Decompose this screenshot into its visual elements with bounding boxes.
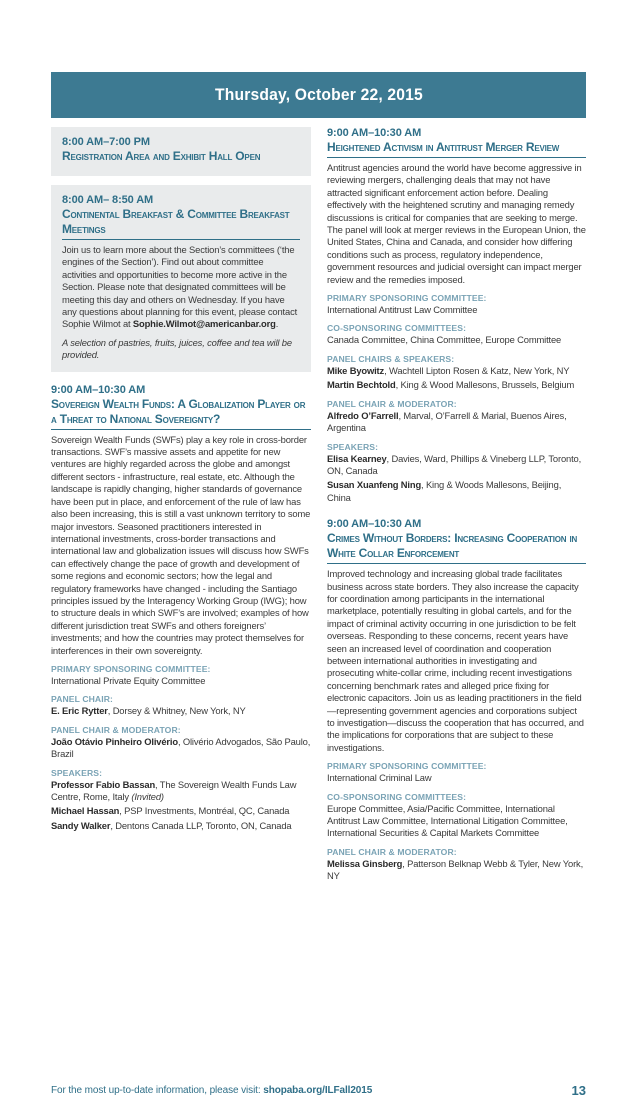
person-name: Elisa Kearney [327,452,387,464]
chair-speaker [327,365,586,377]
session-time: 8:00 AM–7:00 PM [62,136,150,148]
co-committees-label: CO-SPONSORING COMMITTEES: [327,791,467,802]
speaker [327,453,586,478]
footer-text: For the most up-to-date information, please visit: [51,1085,264,1096]
page-title: Thursday, October 22, 2015 [214,85,423,104]
chair-moderator-label: PANEL CHAIR & MODERATOR: [51,724,181,735]
chairs-speakers-label: PANEL CHAIRS & SPEAKERS: [327,353,455,364]
person-affiliation: , Wachtell Lipton Rosen & Katz, New York, NY [384,364,570,376]
panel-chair [51,705,311,717]
right-column [327,127,586,883]
session-merger [327,127,586,504]
person-affiliation: , Dorsey & Whitney, New York, NY [107,705,246,717]
person-name: Professor Fabio Bassan [51,778,156,790]
page-footer [51,1083,586,1098]
speaker [51,805,311,817]
chair-moderator-label: PANEL CHAIR & MODERATOR: [327,398,457,409]
session-crimes [327,518,586,883]
co-committees: Canada Committee, China Committee, Europe Committee [327,334,562,346]
session-title: Continental Breakfast & Committee Breakfast Meetings [62,207,300,240]
person-affiliation: , Marval, O’Farrell & Marial, Buenos Aires, Argentina [327,409,567,434]
primary-committee-label: PRIMARY SPONSORING COMMITTEE: [327,293,487,304]
session-time: 9:00 AM–10:30 AM [327,127,422,139]
session-title: Heightened Activism in Antitrust Merger Review [327,140,586,158]
session-description: Improved technology and increasing global trade facilitates business across state borders. They also increase the capacity for coordination among participants in the international marketplace, potentially resulting in global cartels, and for the impact of criminal activity occurring in one jurisdiction to be felt overseas. Responding to these concerns, recent years have seen an increased level of coordination and cooperation between international authorities in investigating and prosecuting white-collar crime, including recent investigations concerning benchmark rates and alleged price fixing for electronic capacitors. Join us as leading practitioners in the field—representing government agencies and corporations subject to investigation—discuss the cooperation that has occurred, and the implications for corporations that are subject to these investigations. [327,568,584,753]
page-number: 13 [571,1083,586,1098]
speaker [327,479,586,504]
chair-moderator [327,410,586,435]
person-name: João Otávio Pinheiro Olivério [51,735,178,747]
session-note: A selection of pastries, fruits, juices, coffee and tea will be provided. [62,336,292,361]
primary-committee: International Antitrust Law Committee [327,304,478,316]
registration-box [51,127,311,176]
panel-chair-label: PANEL CHAIR: [51,694,113,705]
session-swf [51,384,311,833]
chair-moderator [51,736,311,761]
session-description [62,244,300,331]
session-title: Crimes Without Borders: Increasing Cooperation in White Collar Enforcement [327,531,586,564]
person-name: Melissa Ginsberg [327,857,403,869]
co-committees: Europe Committee, Asia/Pacific Committee, International Antitrust Law Committee, International Litigation Committee, International Securities & Capital Markets Committee [327,802,568,839]
person-affiliation: , King & Woods Mallesons, Beijing, China [327,479,562,503]
description-text: Join us to learn more about the Section’s committees (‘the engines of the Section’). Find out about committee activities and opportunities to become more active in the Section. Please note that designated committees will be meeting this day and others on Wednesday. If you have any questions about planning for this event, please contact Sophie Wilmot at [62,244,298,330]
date-banner [51,72,586,118]
person-affiliation: , Davies, Ward, Phillips & Vineberg LLP, Toronto, ON, Canada [327,452,582,476]
footer-link[interactable]: shopaba.org/ILFall2015 [263,1085,373,1096]
person-affiliation: , King & Wood Mallesons, Brussels, Belgium [395,379,575,391]
primary-committee-label: PRIMARY SPONSORING COMMITTEE: [327,761,487,772]
person-name: E. Eric Rytter [51,705,108,717]
invited-note: (Invited) [131,791,164,802]
chair-moderator [327,858,586,883]
person-name: Sandy Walker [51,819,111,831]
session-time: 8:00 AM– 8:50 AM [62,194,154,206]
speaker [51,820,311,832]
speaker [51,779,311,804]
session-time: 9:00 AM–10:30 AM [327,518,422,531]
speakers-label: SPEAKERS: [51,767,103,778]
description-end: . [275,318,279,330]
person-name: Michael Hassan [51,805,120,817]
primary-committee: International Private Equity Committee [51,674,206,686]
left-column [51,127,311,832]
person-affiliation: , Dentons Canada LLP, Toronto, ON, Canada [110,819,292,831]
session-time: 9:00 AM–10:30 AM [51,383,146,396]
person-name: Alfredo O’Farrell [327,409,399,421]
primary-committee-label: PRIMARY SPONSORING COMMITTEE: [51,663,211,674]
footer-note [51,1085,372,1096]
chair-moderator-label: PANEL CHAIR & MODERATOR: [327,846,457,857]
person-name: Martin Bechtold [327,379,396,391]
person-name: Susan Xuanfeng Ning [327,479,422,491]
person-name: Mike Byowitz [327,364,385,376]
chair-speaker [327,379,586,391]
session-title: Registration Area and Exhibit Hall Open [62,149,261,163]
co-committees-label: CO-SPONSORING COMMITTEES: [327,323,467,334]
person-affiliation: , Patterson Belknap Webb & Tyler, New York, NY [327,857,584,882]
person-affiliation: , The Sovereign Wealth Funds Law Centre, Rome, Italy [51,778,297,802]
primary-committee: International Criminal Law [327,772,432,784]
contact-email[interactable]: Sophie.Wilmot@americanbar.org [132,318,276,330]
session-description: Antitrust agencies around the world have become aggressive in reviewing mergers, challenging deals that may not have attracted significant enforcement action before. Dealing effectively with the heightened scrutiny and managing remedy discussions is critical for companies that are seeking to merge. The panel will look at merger reviews in the European Union, the United States, China and Canada, and consider how differing conditions such as process, regulatory independence, government resources and judicial oversight can impact merger review and the remedies imposed. [327,162,586,285]
session-title: Sovereign Wealth Funds: A Globalization Player or a Threat to National Sovereignty? [51,397,311,430]
breakfast-box [51,185,311,372]
person-affiliation: , Olivério Advogados, São Paulo, Brazil [51,735,311,760]
person-affiliation: , PSP Investments, Montréal, QC, Canada [119,805,290,817]
session-description: Sovereign Wealth Funds (SWFs) play a key role in cross-border transactions. SWF’s massive assets and appetite for new ventures are highly regarded across the globe and amongst different sectors - infrastructure, real estate, etc. Although the landscape is rapidly changing, higher standards of governance have been put in place, and enforcement of the rule of law has also been increasing, this is still a vast unknown territory to some major investors. Seasoned practitioners interested in international investments, cross-border transactions and international law and globalization issues will discuss how SWFs can effectively change the pace of growth and development of some regions and economic sectors; how the legal and regulatory frameworks have changed - including the Santiago principles issued by the Interagency Working Group (IWG); how to structure deals in which SWF’s are involved; examples of how different jurisdiction treat SWFs and others foreigners’ investments; and how the countries may protect themselves for interferences in their own sovereignty. [51,433,311,656]
speakers-label: SPEAKERS: [327,441,379,452]
